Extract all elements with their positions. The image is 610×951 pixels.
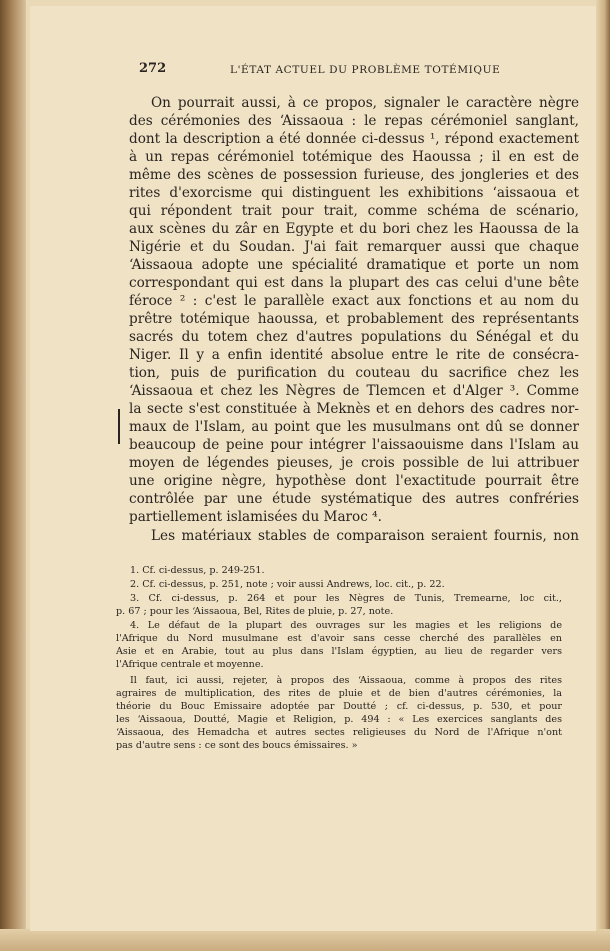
body-line: partiellement islamisées du Maroc ⁴. bbox=[129, 509, 382, 525]
page-number: 272 bbox=[139, 61, 167, 76]
book-gutter-shadow bbox=[0, 0, 26, 951]
body-line: On pourrait aussi, à ce propos, signaler le caractère nègre bbox=[151, 95, 579, 111]
body-line: une origine nègre, hypothèse dont l'exactitude pourrait être bbox=[129, 473, 579, 489]
body-line: ‘Aissaoua adopte une spécialité dramatique et porte un nom bbox=[129, 257, 579, 273]
body-line: qui répondent trait pour trait, comme schéma de scénario, bbox=[129, 203, 579, 219]
body-line: rites d'exorcisme qui distinguent les exhibitions ‘aissaoua et bbox=[129, 185, 579, 201]
body-line: correspondant qui est dans la plupart des cas celui d'une bête bbox=[129, 275, 579, 291]
body-line: moyen de légendes pieuses, je crois possible de lui attribuer bbox=[129, 455, 579, 471]
body-line: prêtre totémique haoussa, et probablement des représentants bbox=[129, 311, 579, 327]
footnote-line: Il faut, ici aussi, rejeter, à propos des ‘Aissaoua, comme à propos des rites bbox=[130, 675, 562, 686]
running-head: L'ÉTAT ACTUEL DU PROBLÈME TOTÉMIQUE bbox=[230, 64, 501, 76]
body-line: à un repas cérémoniel totémique des Haoussa ; il en est de bbox=[129, 149, 579, 165]
footnote-line: 3. Cf. ci-dessus, p. 264 et pour les Nègres de Tunis, Tremearne, loc cit., bbox=[130, 593, 562, 604]
footnote-line: pas d'autre sens : ce sont des boucs émissaires. » bbox=[116, 740, 358, 751]
footnote-line: l'Afrique centrale et moyenne. bbox=[116, 659, 264, 670]
footnote-line: ‘Aissaoua, des Hemadcha et autres sectes religieuses du Nord de l'Afrique n'ont bbox=[116, 727, 562, 738]
footnote-line: l'Afrique du Nord musulmane est d'avoir sans cesse cherché des parallèles en bbox=[116, 633, 562, 644]
page-edge-bottom bbox=[0, 929, 610, 951]
body-line: tion, puis de purification du couteau du sacrifice chez les bbox=[129, 365, 579, 381]
body-line: maux de l'Islam, au point que les musulmans ont dû se donner bbox=[129, 419, 579, 435]
footnote-line: théorie du Bouc Emissaire adoptée par Doutté ; cf. ci-dessus, p. 530, et pour bbox=[116, 701, 562, 712]
footnote-line: 1. Cf. ci-dessus, p. 249-251. bbox=[130, 565, 265, 576]
margin-pencil-mark bbox=[118, 409, 120, 444]
footnote-line: agraires de multiplication, des rites de pluie et de bien d'autres cérémonies, la bbox=[116, 688, 562, 699]
footnote-line: Asie et en Arabie, tout au plus dans l'Islam égyptien, au lieu de regarder vers bbox=[116, 646, 562, 657]
body-line: féroce ² : c'est le parallèle exact aux fonctions et au nom du bbox=[129, 293, 579, 309]
book-page bbox=[30, 6, 596, 931]
body-line: la secte s'est constituée à Meknès et en dehors des cadres nor- bbox=[129, 401, 579, 417]
page-edge-right bbox=[596, 0, 610, 951]
body-line: même des scènes de possession furieuse, des jongleries et des bbox=[129, 167, 579, 183]
body-line: Nigérie et du Soudan. J'ai fait remarquer aussi que chaque bbox=[129, 239, 579, 255]
body-line: Niger. Il y a enfin identité absolue entre le rite de consécra- bbox=[129, 347, 579, 363]
body-line: des cérémonies des ‘Aissaoua : le repas cérémoniel sanglant, bbox=[129, 113, 579, 129]
body-line: beaucoup de peine pour intégrer l'aissaouisme dans l'Islam au bbox=[129, 437, 579, 453]
body-line: sacrés du totem chez d'autres populations du Sénégal et du bbox=[129, 329, 579, 345]
footnote-line: p. 67 ; pour les ‘Aissaoua, Bel, Rites de pluie, p. 27, note. bbox=[116, 606, 394, 617]
body-line: contrôlée par une étude systématique des autres confréries bbox=[129, 491, 579, 507]
body-line: dont la description a été donnée ci-dessus ¹, répond exactement bbox=[129, 131, 579, 147]
body-line: aux scènes du zâr en Egypte et du bori chez les Haoussa de la bbox=[129, 221, 579, 237]
footnote-line: les ‘Aissaoua, Doutté, Magie et Religion, p. 494 : « Les exercices sanglants des bbox=[116, 714, 562, 725]
body-line: ‘Aissaoua et chez les Nègres de Tlemcen et d'Alger ³. Comme bbox=[129, 383, 579, 399]
body-line: Les matériaux stables de comparaison seraient fournis, non bbox=[151, 528, 579, 544]
footnote-line: 4. Le défaut de la plupart des ouvrages sur les magies et les religions de bbox=[130, 620, 562, 631]
footnote-line: 2. Cf. ci-dessus, p. 251, note ; voir aussi Andrews, loc. cit., p. 22. bbox=[130, 579, 445, 590]
